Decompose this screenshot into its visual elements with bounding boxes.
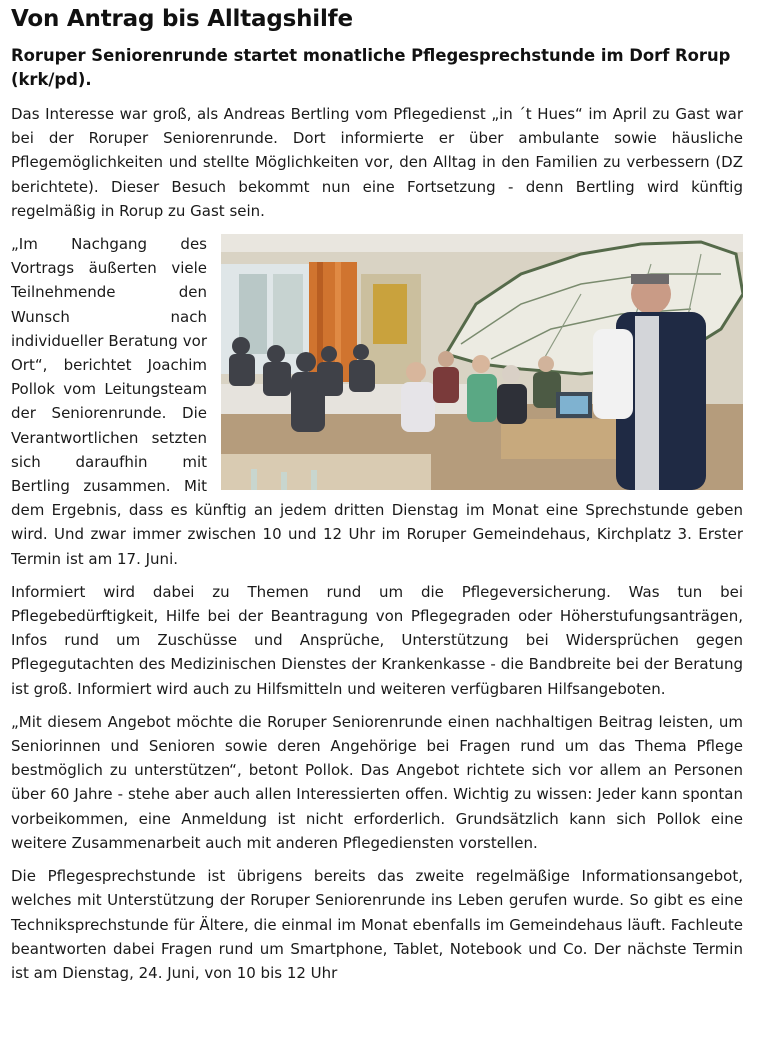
article-photo	[221, 234, 743, 490]
paragraph-topics: Informiert wird dabei zu Themen rund um die Pflegeversicherung. Was tun bei Pflegebedürftigkeit, Hilfe bei der Beantragung von Pflegegraden oder Höherstufungsanträgen, Infos rund um Zuschüsse und Ansprüche, Unterstützung bei Widersprüchen gegen Pflegegutachten des Medizinischen Dienstes der Krankenkasse - die Bandbreite bei der Beratung ist groß. Informiert wird auch zu Hilfsmitteln und weiteren verfügbaren Hilfsangeboten.	[11, 582, 743, 698]
paragraph-intro: Das Interesse war groß, als Andreas Bertling vom Pflegedienst „in ´t Hues“ im April zu Gast war bei der Roruper Seniorenrunde. Dort informierte er über ambulante sowie häusliche Pflegemöglichkeiten und stellte Möglichkeiten vor, den Alltag in den Familien zu verbessern (DZ berichtete). Dieser Besuch bekommt nun eine Fortsetzung - denn Bertling wird künftig regelmäßig in Rorup zu Gast sein.	[11, 105, 743, 220]
photo-text-block	[11, 232, 743, 580]
paragraph-offer: „Mit diesem Angebot möchte die Roruper Seniorenrunde einen nachhaltigen Beitrag leisten, um Seniorinnen und Senioren sowie deren Angehörige bei Fragen rund um das Thema Pflege bestmöglich zu unterstützen“, betont Pollok. Das Angebot richtete sich vor allem an Personen über 60 Jahre - stehe aber auch allen Interessierten offen. Wichtig zu wissen: Jeder kann spontan vorbeikommen, eine Anmeldung ist nicht erforderlich. Grundsätzlich kann sich Pollok eine weitere Zusammenarbeit auch mit anderen Pflegediensten vorstellen.	[11, 712, 743, 852]
paragraph-quote-pollok: „Im Nachgang des Vortrags äußerten viele Teilnehmende den Wunsch nach individueller Beratung vor Ort“, berichtet Joachim Pollok vom Leitungsteam der Seniorenrunde. Die Verantwortlichen setzten sich daraufhin mit Bertling zusammen. Mit dem Ergebnis, dass es künftig an jedem dritten Dienstag im Monat eine Sprechstunde geben wird. Und zwar immer zwischen 10 und 12 Uhr im Roruper Gemeindehaus, Kirchplatz 3. Erster Termin ist am 17. Juni.	[11, 235, 743, 568]
article-title: Von Antrag bis Alltagshilfe	[11, 6, 353, 32]
article-subtitle: Roruper Seniorenrunde startet monatliche Pflegesprechstunde im Dorf Rorup (krk/pd).	[11, 46, 731, 89]
paragraph-tech-hour: Die Pflegesprechstunde ist übrigens bereits das zweite regelmäßige Informationsangebot, welches mit Unterstützung der Roruper Seniorenrunde ins Leben gerufen wurde. So gibt es eine Techniksprechstunde für Ältere, die einmal im Monat ebenfalls im Gemeindehaus läuft. Fachleute beantworten dabei Fragen rund um Smartphone, Tablet, Notebook und Co. Der nächste Termin ist am Dienstag, 24. Juni, von 10 bis 12 Uhr	[11, 867, 743, 982]
photo-illustration	[221, 234, 743, 490]
